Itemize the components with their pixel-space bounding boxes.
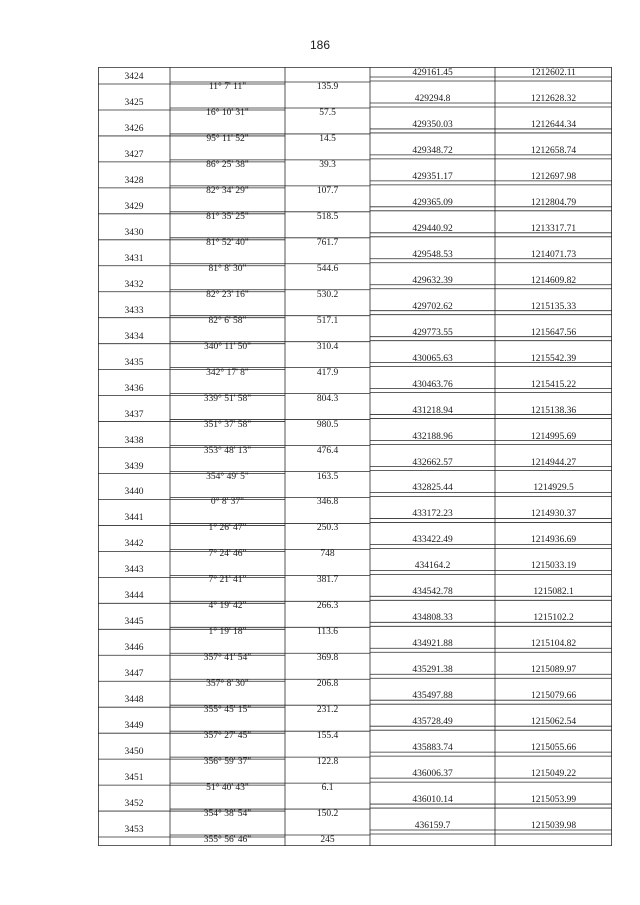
point-id-cell: 3445	[124, 617, 144, 628]
x-coordinate-cell: 429702.62	[412, 301, 453, 312]
point-id-cell: 3432	[124, 279, 144, 290]
bearing-cell: 354° 49' 5"	[206, 471, 249, 482]
point-id-cell: 3441	[124, 513, 144, 524]
table-cells	[98, 67, 612, 846]
x-coordinate-cell: 435883.74	[412, 743, 453, 754]
distance-cell: 266.3	[316, 601, 339, 612]
y-coordinate-cell: 1213317.71	[530, 223, 577, 234]
y-coordinate-cell: 1215104.82	[530, 639, 577, 650]
x-coordinate-cell: 436006.37	[412, 769, 453, 780]
coordinates-table	[98, 67, 612, 846]
bearing-cell: 356° 59' 37"	[203, 757, 252, 768]
y-coordinate-cell: 1215062.54	[530, 717, 577, 728]
point-id-cell: 3439	[124, 461, 144, 472]
point-id-cell: 3429	[124, 201, 144, 212]
x-coordinate-cell: 434164.2	[414, 561, 451, 572]
y-coordinate-cell: 1214944.27	[530, 457, 577, 468]
x-coordinate-cell: 432662.57	[412, 457, 453, 468]
y-coordinate-cell: 1215542.39	[530, 353, 577, 364]
point-id-cell: 3446	[124, 643, 144, 654]
bearing-cell: 81° 35' 25"	[206, 211, 249, 222]
distance-cell: 748	[320, 549, 335, 560]
x-coordinate-cell: 429440.92	[412, 223, 453, 234]
bearing-cell: 354° 38' 54"	[203, 809, 252, 820]
bearing-cell: 355° 56' 46"	[203, 835, 252, 846]
distance-cell: 518.5	[316, 211, 339, 222]
bearing-cell: 11° 7' 11"	[208, 82, 247, 92]
y-coordinate-cell: 1214936.69	[530, 535, 577, 546]
point-id-cell: 3453	[124, 825, 144, 836]
y-coordinate-cell: 1215135.33	[530, 301, 577, 312]
bearing-cell: 1° 26' 47"	[208, 523, 247, 534]
x-coordinate-cell: 436159.7	[414, 821, 451, 832]
y-coordinate-cell: 1212628.32	[530, 93, 577, 104]
bearing-cell: 0° 8' 37"	[210, 497, 245, 508]
y-coordinate-cell: 1215082.1	[533, 587, 574, 598]
bearing-cell: 1° 19' 18"	[208, 627, 247, 638]
bearing-cell: 357° 27' 45"	[203, 731, 252, 742]
x-coordinate-cell: 434808.33	[412, 613, 453, 624]
x-coordinate-cell: 432188.96	[412, 431, 453, 442]
distance-cell: 231.2	[316, 705, 339, 716]
y-coordinate-cell: 1212644.34	[530, 119, 577, 130]
x-coordinate-cell: 429350.03	[412, 119, 453, 130]
distance-cell: 381.7	[316, 575, 339, 586]
point-id-cell: 3444	[124, 591, 144, 602]
x-coordinate-cell: 432825.44	[412, 483, 453, 494]
y-coordinate-cell: 1214929.5	[533, 483, 574, 494]
distance-cell: 804.3	[316, 393, 339, 404]
y-coordinate-cell: 1214930.37	[530, 509, 577, 520]
x-coordinate-cell: 435291.38	[412, 665, 453, 676]
x-coordinate-cell: 430065.63	[412, 353, 453, 364]
distance-cell: 417.9	[316, 367, 339, 378]
x-coordinate-cell: 430463.76	[412, 379, 453, 390]
distance-cell: 135.9	[316, 82, 339, 92]
y-coordinate-cell: 1215102.2	[533, 613, 574, 624]
point-id-cell: 3448	[124, 695, 144, 706]
distance-cell: 980.5	[316, 419, 339, 430]
point-id-cell: 3434	[124, 331, 144, 342]
distance-cell: 346.8	[316, 497, 339, 508]
x-coordinate-cell: 429548.53	[412, 249, 453, 260]
distance-cell: 163.5	[316, 471, 339, 482]
distance-cell: 310.4	[316, 341, 339, 352]
distance-cell: 206.8	[316, 679, 339, 690]
distance-cell: 150.2	[316, 809, 339, 820]
y-coordinate-cell: 1214995.69	[530, 431, 577, 442]
distance-cell: 57.5	[319, 107, 336, 118]
bearing-cell: 339° 51' 58"	[203, 393, 252, 404]
bearing-cell: 4° 19' 42"	[208, 601, 247, 612]
point-id-cell: 3426	[124, 123, 144, 134]
point-id-cell: 3442	[124, 539, 144, 550]
x-coordinate-cell: 429365.09	[412, 197, 453, 208]
y-coordinate-cell: 1215053.99	[530, 795, 577, 806]
page-number: 186	[309, 38, 331, 52]
x-coordinate-cell: 429632.39	[412, 275, 453, 286]
point-id-cell: 3451	[124, 773, 144, 784]
bearing-cell: 342° 17' 8"	[206, 367, 249, 378]
x-coordinate-cell: 429161.45	[412, 68, 453, 78]
bearing-cell: 357° 8' 30"	[206, 679, 249, 690]
bearing-cell: 7° 21' 41"	[208, 575, 247, 586]
y-coordinate-cell: 1212804.79	[530, 197, 577, 208]
point-id-cell: 3449	[124, 721, 144, 732]
bearing-cell: 95° 11' 52"	[206, 133, 249, 144]
point-id-cell: 3433	[124, 305, 144, 316]
bearing-cell: 51° 40' 43"	[206, 783, 249, 794]
distance-cell: 369.8	[316, 653, 339, 664]
bearing-cell: 81° 8' 30"	[208, 263, 247, 274]
y-coordinate-cell: 1215055.66	[530, 743, 577, 754]
point-id-cell: 3438	[124, 435, 144, 446]
y-coordinate-cell: 1212602.11	[531, 68, 576, 78]
point-id-cell: 3452	[124, 799, 144, 810]
x-coordinate-cell: 436010.14	[412, 795, 453, 806]
x-coordinate-cell: 433422.49	[412, 535, 453, 546]
point-id-cell: 3425	[124, 97, 144, 108]
x-coordinate-cell: 433172.23	[412, 509, 453, 520]
point-id-cell: 3437	[124, 409, 144, 420]
y-coordinate-cell: 1215415.22	[530, 379, 577, 390]
point-id-cell: 3431	[124, 253, 144, 264]
distance-cell: 761.7	[316, 237, 339, 248]
distance-cell: 6.1	[321, 783, 334, 794]
y-coordinate-cell: 1212697.98	[530, 171, 577, 182]
bearing-cell: 355° 45' 15"	[203, 705, 252, 716]
distance-cell: 14.5	[319, 133, 336, 144]
distance-cell: 250.3	[316, 523, 339, 534]
point-id-cell: 3450	[124, 747, 144, 758]
x-coordinate-cell: 435728.49	[412, 717, 453, 728]
distance-cell: 39.3	[319, 159, 336, 170]
distance-cell: 155.4	[316, 731, 339, 742]
y-coordinate-cell: 1212658.74	[530, 145, 577, 156]
point-id-cell: 3430	[124, 227, 144, 238]
bearing-cell: 82° 6' 58"	[208, 315, 247, 326]
y-coordinate-cell: 1215049.22	[530, 769, 577, 780]
bearing-cell: 82° 34' 29"	[206, 185, 249, 196]
y-coordinate-cell: 1215089.97	[530, 665, 577, 676]
x-coordinate-cell: 435497.88	[412, 691, 453, 702]
point-id-cell: 3447	[124, 669, 144, 680]
bearing-cell: 353° 48' 13"	[203, 445, 252, 456]
bearing-cell: 351° 37' 58"	[203, 419, 252, 430]
bearing-cell: 82° 23' 16"	[206, 289, 249, 300]
distance-cell: 530.2	[316, 289, 339, 300]
distance-cell: 245	[320, 835, 335, 846]
distance-cell: 476.4	[316, 445, 339, 456]
y-coordinate-cell: 1215647.56	[530, 327, 577, 338]
distance-cell: 122.8	[316, 757, 339, 768]
point-id-cell: 3443	[124, 565, 144, 576]
x-coordinate-cell: 431218.94	[412, 405, 453, 416]
x-coordinate-cell: 429773.55	[412, 327, 453, 338]
y-coordinate-cell: 1215039.98	[530, 821, 577, 832]
bearing-cell: 7° 24' 46"	[208, 549, 247, 560]
bearing-cell: 357° 41' 54"	[203, 653, 252, 664]
point-id-cell: 3440	[124, 487, 144, 498]
y-coordinate-cell: 1215079.66	[530, 691, 577, 702]
x-coordinate-cell: 429348.72	[412, 145, 453, 156]
distance-cell: 517.1	[316, 315, 339, 326]
y-coordinate-cell: 1214071.73	[530, 249, 577, 260]
x-coordinate-cell: 434542.78	[412, 587, 453, 598]
distance-cell: 113.6	[316, 627, 339, 638]
bearing-cell: 16° 10' 31"	[206, 107, 249, 118]
bearing-cell: 81° 52' 40"	[206, 237, 249, 248]
distance-cell: 544.6	[316, 263, 339, 274]
distance-cell: 107.7	[316, 185, 339, 196]
point-id-cell: 3436	[124, 383, 144, 394]
y-coordinate-cell: 1215033.19	[530, 561, 577, 572]
y-coordinate-cell: 1215138.36	[530, 405, 577, 416]
x-coordinate-cell: 429294.8	[414, 93, 451, 104]
point-id-cell: 3435	[124, 357, 144, 368]
y-coordinate-cell: 1214609.82	[530, 275, 577, 286]
bearing-cell: 86° 25' 38"	[206, 159, 249, 170]
x-coordinate-cell: 434921.88	[412, 639, 453, 650]
bearing-cell: 340° 11' 50"	[203, 341, 252, 352]
point-id-cell: 3427	[124, 149, 144, 160]
x-coordinate-cell: 429351.17	[412, 171, 453, 182]
point-id-cell: 3428	[124, 175, 144, 186]
point-id-cell: 3424	[124, 72, 144, 82]
